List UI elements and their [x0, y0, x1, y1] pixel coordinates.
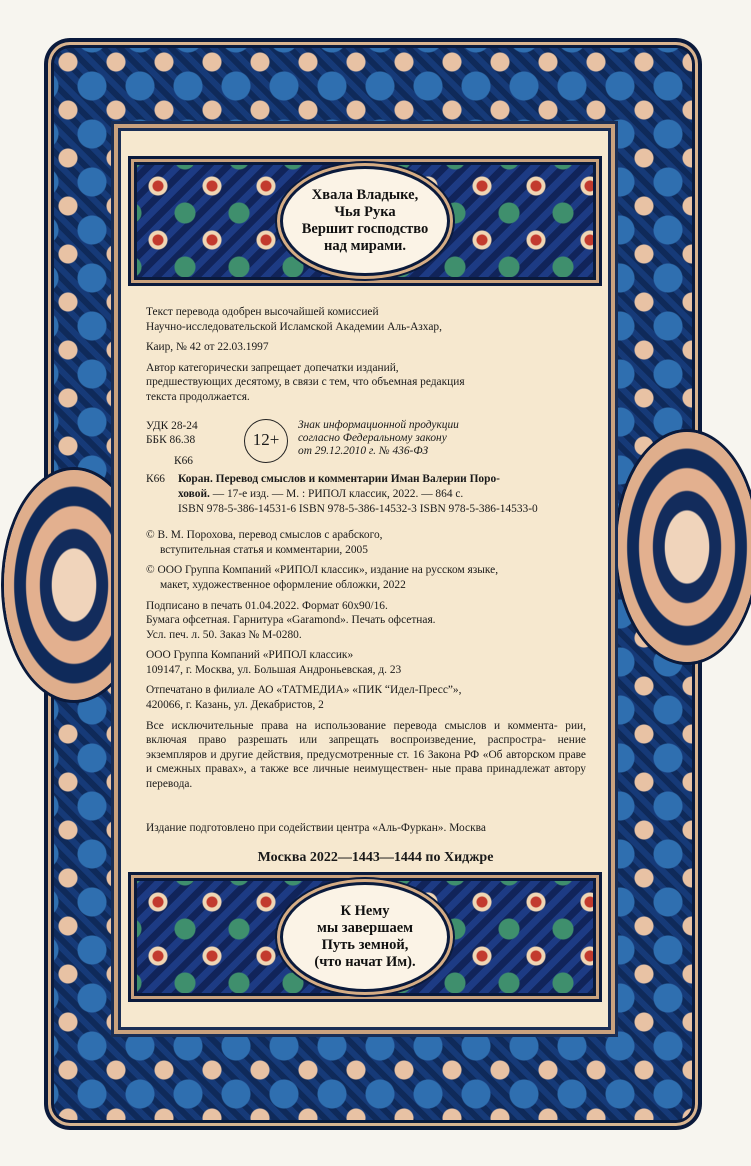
- imprint-text: [146, 305, 586, 792]
- isbn-line: ISBN 978-5-386-14531-6 ISBN 978-5-386-14532-3 ISBN 978-5-386-14533-0: [178, 502, 538, 515]
- bottom-oval: [283, 885, 447, 989]
- classification-row: [146, 419, 586, 469]
- author-note-1: Автор категорически запрещает допечатки изданий,: [146, 361, 399, 374]
- top-cartouche: [128, 156, 602, 286]
- age-note-3: от 29.12.2010 г. № 436-ФЗ: [298, 445, 429, 458]
- author-note-2: предшествующих десятому, в связи с тем, что объемная редакция: [146, 376, 465, 389]
- bbk-code: ББК 86.38: [146, 434, 196, 447]
- rights-notice: Все исключительные права на использование перевода смыслов и коммента- рии, включая право разрешать или запрещать воспроизведение, распростра- нение экземпляров и другие действия, предусмотренные ст. 16 Закона РФ «Об авторском праве и смежных правах», а также все личные неимуществен- ные права принадлежат автору перевода.: [146, 719, 586, 791]
- k66-code: К66: [174, 454, 193, 467]
- age-rating-note: [298, 419, 459, 469]
- bottom-cartouche: [128, 872, 602, 1002]
- age-note-2: согласно Федеральному закону: [298, 431, 447, 444]
- print-info-2: Бумага офсетная. Гарнитура «Garamond». Печать офсетная.: [146, 614, 436, 627]
- publisher-2: 109147, г. Москва, ул. Большая Андроньевская, д. 23: [146, 663, 402, 676]
- copyright-author-2: вступительная статья и комментарии, 2005: [160, 543, 368, 556]
- printer-2: 420066, г. Казань, ул. Декабристов, 2: [146, 699, 324, 712]
- age-note-1: Знак информационной продукции: [298, 418, 459, 431]
- author-note-3: текста продолжается.: [146, 390, 250, 403]
- print-info-3: Усл. печ. л. 50. Заказ № М-0280.: [146, 628, 302, 641]
- top-cartouche-text: Хвала Владыке, Чья Рука Вершит господство над мирами.: [301, 187, 429, 254]
- right-medallion-ornament: [617, 432, 751, 662]
- printer-1: Отпечатано в филиале АО «ТАТМЕДИА» «ПИК “Идел-Пресс”»,: [146, 684, 462, 697]
- prepared-note: Издание подготовлено при содействии центра «Аль-Фуркан». Москва: [146, 822, 486, 834]
- approval-line-3: Каир, № 42 от 22.03.1997: [146, 341, 269, 354]
- city-year-line: Москва 2022—1443—1444 по Хиджре: [257, 850, 494, 865]
- biblio-title: Коран. Перевод смыслов и комментарии Иман Валерии Поро-: [178, 473, 500, 486]
- biblio-code: К66: [146, 473, 165, 486]
- bibliographic-record: [146, 472, 586, 501]
- bottom-cartouche-text: К Нему мы завершаем Путь земной, (что начат Им).: [314, 903, 416, 970]
- age-rating-badge: 12+: [244, 419, 288, 463]
- biblio-title-2: ховой.: [178, 487, 210, 500]
- approval-line-1: Текст перевода одобрен высочайшей комиссией: [146, 306, 379, 318]
- approval-line-2: Научно-исследовательской Исламской Академии Аль-Азхар,: [146, 320, 442, 333]
- copyright-author-1: © В. М. Порохова, перевод смыслов с арабского,: [146, 529, 383, 542]
- copyright-publisher-1: © ООО Группа Компаний «РИПОЛ классик», издание на русском языке,: [146, 564, 499, 577]
- top-oval: [283, 169, 447, 273]
- biblio-edition: — 17-е изд. — М. : РИПОЛ классик, 2022. — 864 с.: [209, 487, 464, 500]
- copyright-publisher-2: макет, художественное оформление обложки, 2022: [160, 578, 406, 591]
- publisher-1: ООО Группа Компаний «РИПОЛ классик»: [146, 649, 354, 662]
- print-info-1: Подписано в печать 01.04.2022. Формат 60х90/16.: [146, 599, 388, 612]
- udk-code: УДК 28-24: [146, 419, 198, 432]
